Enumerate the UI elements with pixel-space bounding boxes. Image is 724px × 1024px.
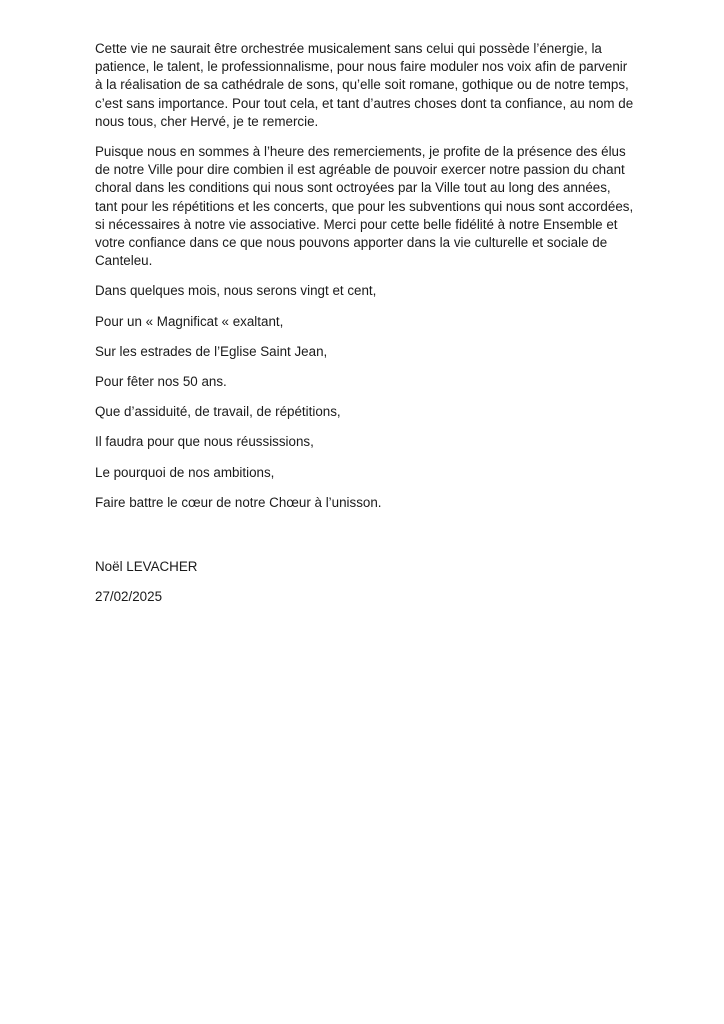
poem-line: Il faudra pour que nous réussissions,	[95, 434, 314, 450]
letter-body	[95, 40, 635, 618]
spacer	[95, 524, 635, 558]
poem-line: Le pourquoi de nos ambitions,	[95, 464, 275, 480]
poem-line: Faire battre le cœur de notre Chœur à l’unisson.	[95, 494, 382, 510]
paragraph-thanks-herve: Cette vie ne saurait être orchestrée musicalement sans celui qui possède l’énergie, la patience, le talent, le professionnalisme, pour nous faire moduler nos voix afin de parvenir à la réalisation de sa cathédrale de sons, qu’elle soit romane, gothique ou de notre temps, c’est sans importance. Pour tout cela, et tant d’autres choses dont ta confiance, au nom de nous tous, cher Hervé, je te remercie.	[95, 41, 634, 129]
poem-line: Sur les estrades de l’Eglise Saint Jean,	[95, 343, 328, 359]
paragraph-thanks-city: Puisque nous en sommes à l’heure des remerciements, je profite de la présence des élus de notre Ville pour dire combien il est agréable de pouvoir exercer notre passion du chant choral dans les conditions qui nous sont octroyées par la Ville tout au long des années, tant pour les répétitions et les concerts, que pour les subventions qui nous sont accordées, si nécessaires à notre vie associative. Merci pour cette belle fidélité à notre Ensemble et votre confiance dans ce que nous pouvons apporter dans la vie culturelle et sociale de Canteleu.	[95, 144, 634, 269]
signature-name: Noël LEVACHER	[95, 559, 198, 575]
poem	[95, 282, 635, 512]
poem-line: Pour un « Magnificat « exaltant,	[95, 313, 284, 329]
poem-line: Dans quelques mois, nous serons vingt et cent,	[95, 283, 377, 299]
poem-line: Que d’assiduité, de travail, de répétitions,	[95, 404, 341, 420]
poem-line: Pour fêter nos 50 ans.	[95, 374, 227, 390]
signature-date: 27/02/2025	[95, 589, 163, 605]
